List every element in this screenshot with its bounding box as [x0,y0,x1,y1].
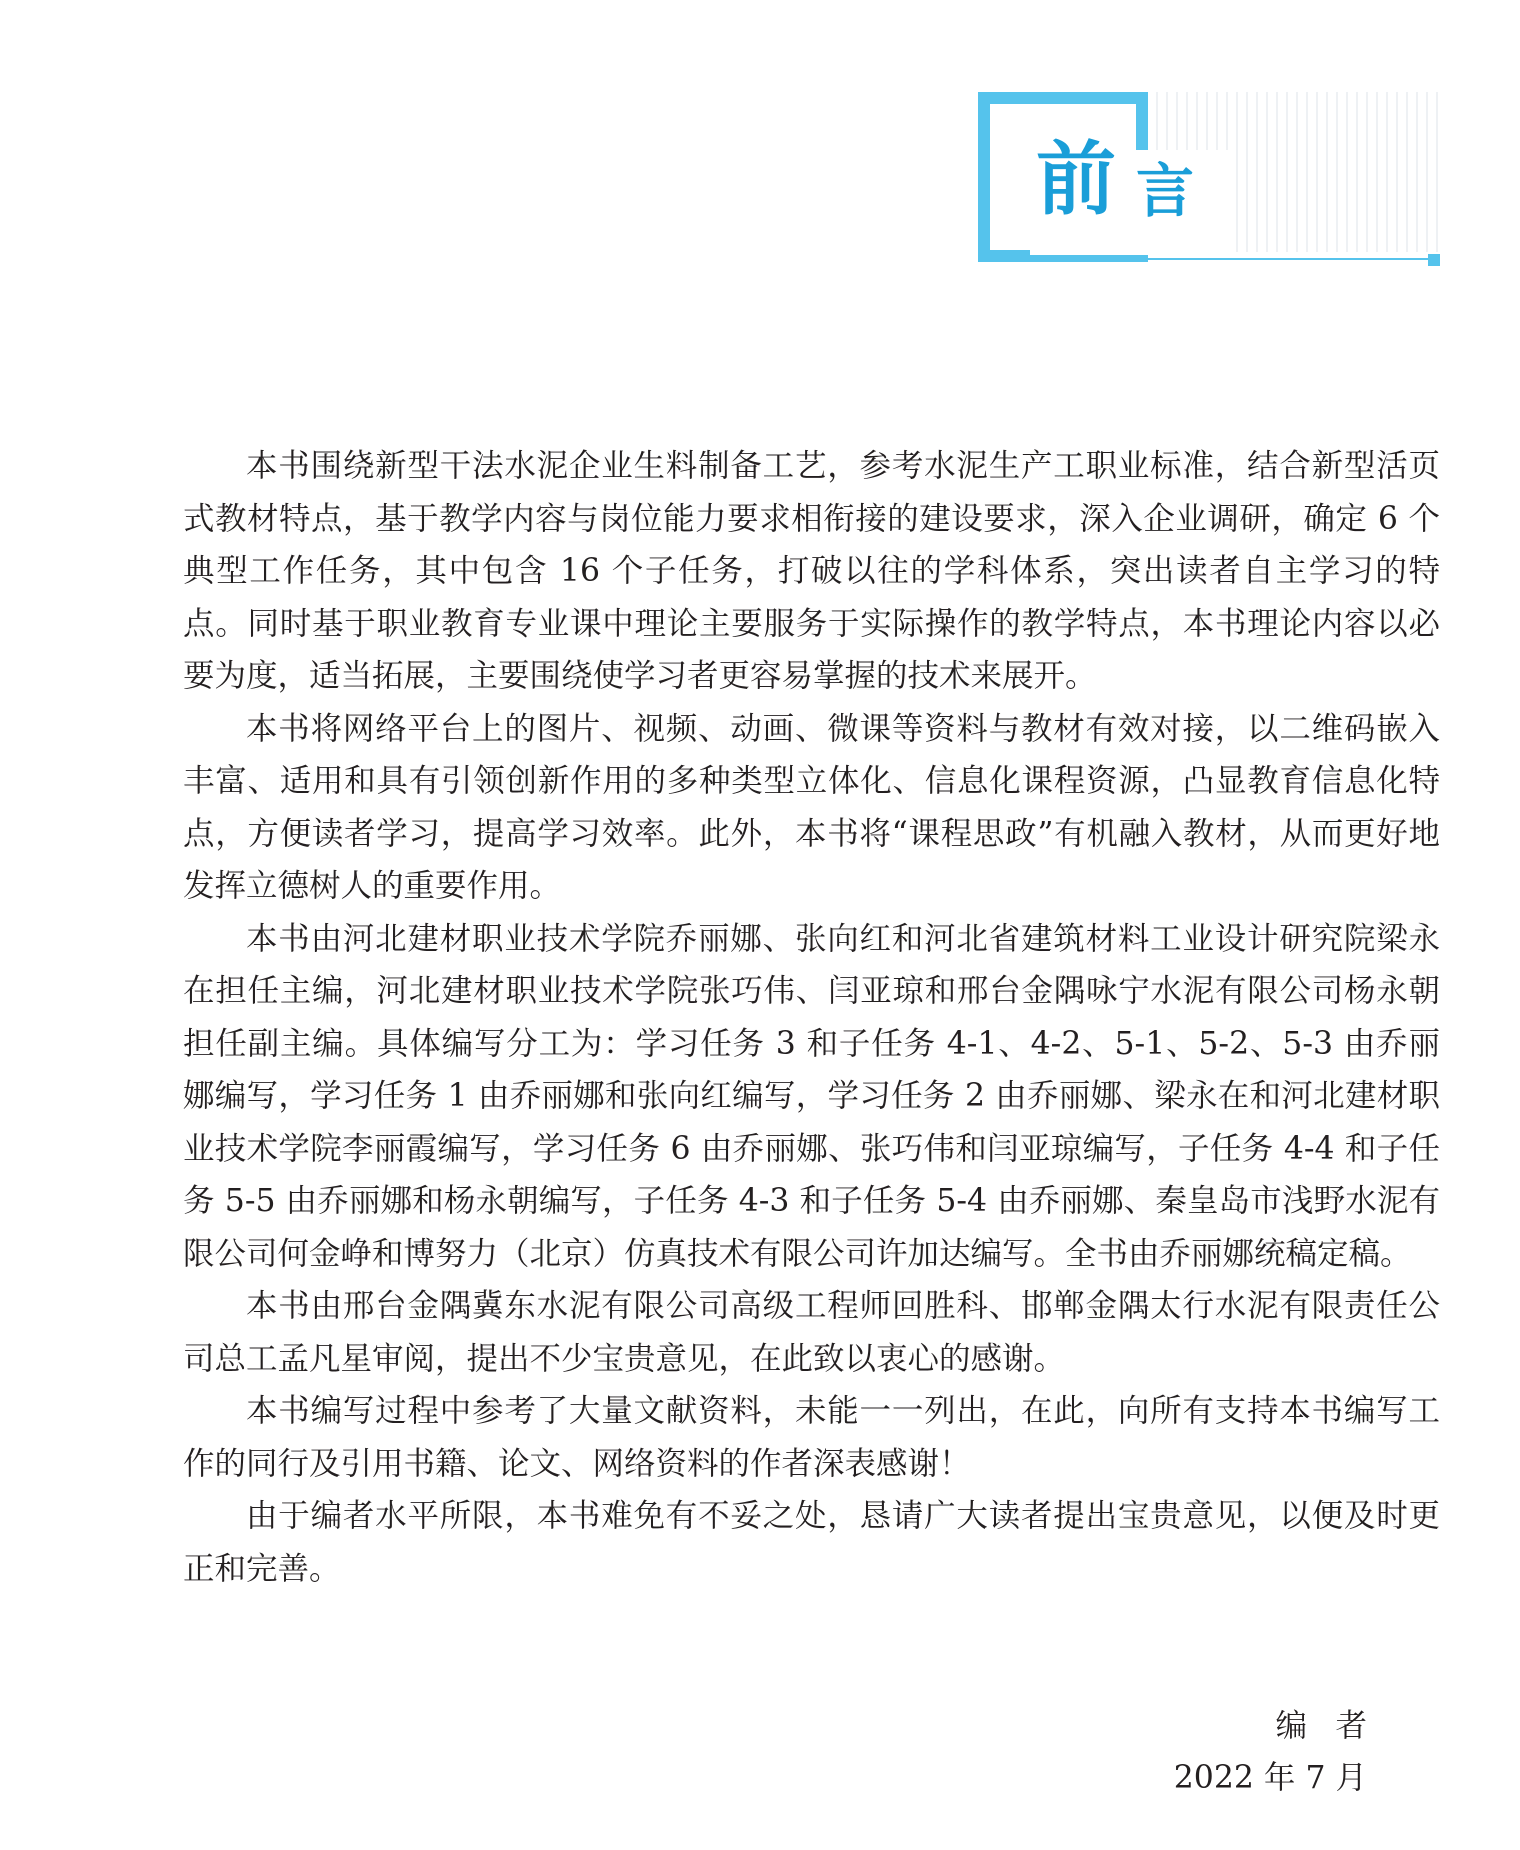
preface-paragraph-5: 本书编写过程中参考了大量文献资料，未能一一列出，在此，向所有支持本书编写工作的同行及引用书籍、论文、网络资料的作者深表感谢！ [183,1393,1440,1482]
header-underline [1052,258,1430,260]
preface-paragraph-1: 本书围绕新型干法水泥企业生料制备工艺，参考水泥生产工职业标准，结合新型活页式教材特点，基于教学内容与岗位能力要求相衔接的建设要求，深入企业调研，确定 6 个典型工作任务，其中包含 16 个子任务，打破以往的学科体系，突出读者自主学习的特点。同时基于职业教育专业课中理论主要服务于实际操作的教学特点，本书理论内容以必要为度，适当拓展，主要围绕使学习者更容易掌握的技术来展开。 [183,448,1440,694]
preface-body [183,440,1440,1595]
preface-paragraph-4: 本书由邢台金隅冀东水泥有限公司高级工程师回胜科、邯郸金隅太行水泥有限责任公司总工孟凡星审阅，提出不少宝贵意见，在此致以衷心的感谢。 [183,1288,1440,1377]
page-title-second-char: 言 [1136,157,1195,225]
signature-block [1173,1700,1396,1804]
page-title [1036,133,1195,226]
page-title-first-char: 前 [1036,133,1116,226]
signature-date: 2022 年 7 月 [1173,1760,1367,1796]
header-underline-end-square [1428,254,1440,266]
preface-paragraph-3: 本书由河北建材职业技术学院乔丽娜、张向红和河北省建筑材料工业设计研究院梁永在担任主编，河北建材职业技术学院张巧伟、闫亚琼和邢台金隅咏宁水泥有限公司杨永朝担任副主编。具体编写分工为：学习任务 3 和子任务 4-1、4-2、5-1、5-2、5-3 由乔丽娜编写，学习任务 1 由乔丽娜和张向红编写，学习任务 2 由乔丽娜、梁永在和河北建材职业技术学院李丽霞编写，学习任务 6 由乔丽娜、张巧伟和闫亚琼编写，子任务 4-4 和子任务 5-5 由乔丽娜和杨永朝编写，子任务 4-3 和子任务 5-4 由乔丽娜、秦皇岛市浅野水泥有限公司何金峥和博努力（北京）仿真技术有限公司许加达编写。全书由乔丽娜统稿定稿。 [183,920,1440,1272]
preface-paragraph-6: 由于编者水平所限，本书难免有不妥之处，恳请广大读者提出宝贵意见，以便及时更正和完善。 [183,1498,1440,1587]
preface-paragraph-2: 本书将网络平台上的图片、视频、动画、微课等资料与教材有效对接，以二维码嵌入丰富、适用和具有引领创新作用的多种类型立体化、信息化课程资源，凸显教育信息化特点，方便读者学习，提高学习效率。此外，本书将“课程思政”有机融入教材，从而更好地发挥立德树人的重要作用。 [183,710,1440,904]
signature-editor: 编者 [1275,1708,1396,1744]
